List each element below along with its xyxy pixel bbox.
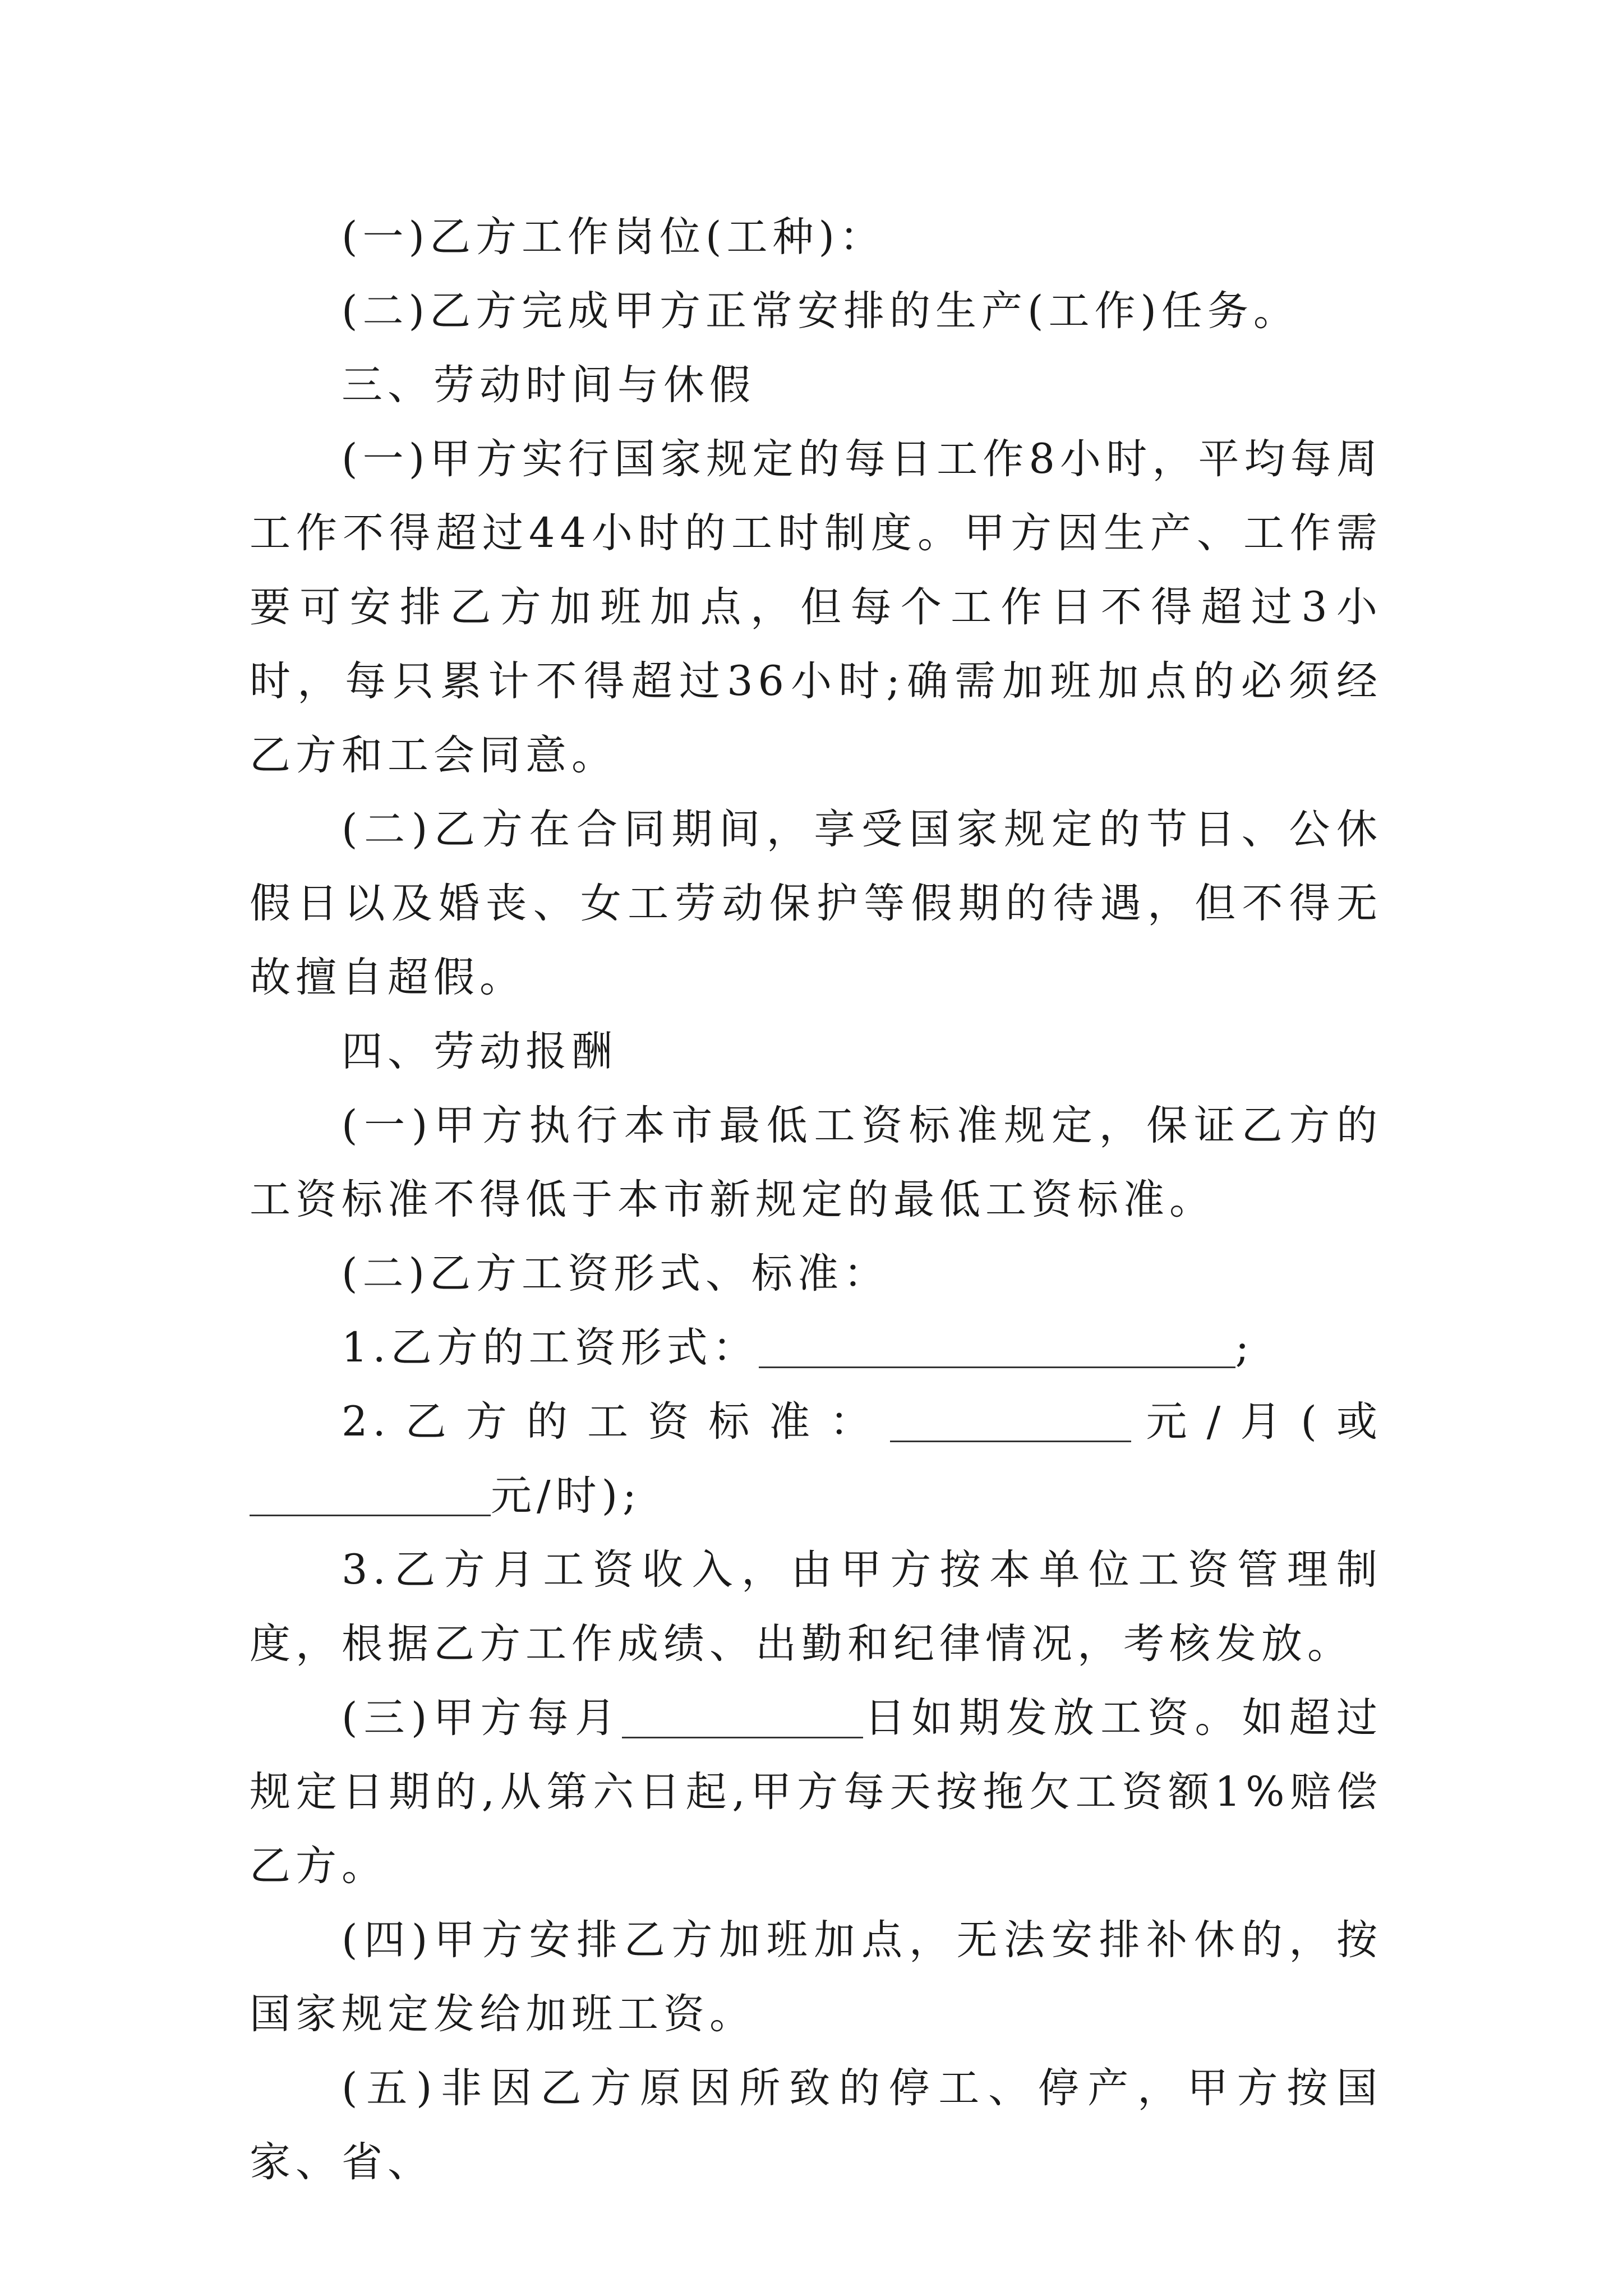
paragraph-minimum-wage: (一)甲方执行本市最低工资标准规定，保证乙方的工资标准不得低于本市新规定的最低工资标准。 (250, 1102, 1382, 1223)
paragraph-wage-standard (250, 1385, 1382, 1533)
paragraph-wage-form-standard: (二)乙方工资形式、标准： (342, 1250, 889, 1297)
paragraph-task-completion: (二)乙方完成甲方正常安排的生产(工作)任务。 (342, 287, 1299, 335)
section-heading-working-hours: 三、劳动时间与休假 (342, 361, 755, 409)
wage-standard-mid: 元/月(或 (1131, 1398, 1382, 1446)
pay-day-start: (三)甲方每月 (342, 1694, 623, 1742)
wage-form-blank-line (759, 1327, 1235, 1368)
paragraph-wage-form (250, 1311, 1382, 1385)
wage-hourly-blank-line (250, 1475, 491, 1516)
wage-form-end: ; (1235, 1324, 1255, 1372)
paragraph-pay-day (250, 1681, 1382, 1903)
pay-day-end: 日如期发放工资。如超过规定日期的,从第六日起,甲方每天按拖欠工资额1%赔偿乙方。 (250, 1694, 1382, 1890)
paragraph-working-hours: (一)甲方实行国家规定的每日工作8小时，平均每周工作不得超过44小时的工时制度。甲方因生产、工作需要可安排乙方加班加点，但每个工作日不得超过3小时，每只累计不得超过36小时;确需加班加点的必须经乙方和工会同意。 (250, 435, 1382, 779)
wage-standard-end: 元/时); (491, 1472, 642, 1520)
paragraph-job-position: (一)乙方工作岗位(工种)： (342, 213, 886, 261)
pay-day-blank-line (622, 1697, 863, 1738)
paragraph-overtime-pay: (四)甲方安排乙方加班加点，无法安排补休的，按国家规定发给加班工资。 (250, 1916, 1382, 2038)
wage-form-label: 1.乙方的工资形式： (342, 1324, 759, 1372)
paragraph-holidays: (二)乙方在合同期间，享受国家规定的节日、公休假日以及婚丧、女工劳动保护等假期的待遇，但不得无故擅自超假。 (250, 806, 1382, 1001)
paragraph-work-stoppage: (五)非因乙方原因所致的停工、停产，甲方按国家、省、 (250, 2064, 1382, 2186)
wage-monthly-blank-line (890, 1401, 1131, 1442)
wage-standard-label: 2.乙方的工资标准： (342, 1398, 891, 1446)
paragraph-monthly-income: 3.乙方月工资收入，由甲方按本单位工资管理制度，根据乙方工作成绩、出勤和纪律情况，考核发放。 (250, 1546, 1382, 1668)
section-heading-remuneration: 四、劳动报酬 (342, 1028, 617, 1075)
document-body (250, 200, 1382, 2200)
